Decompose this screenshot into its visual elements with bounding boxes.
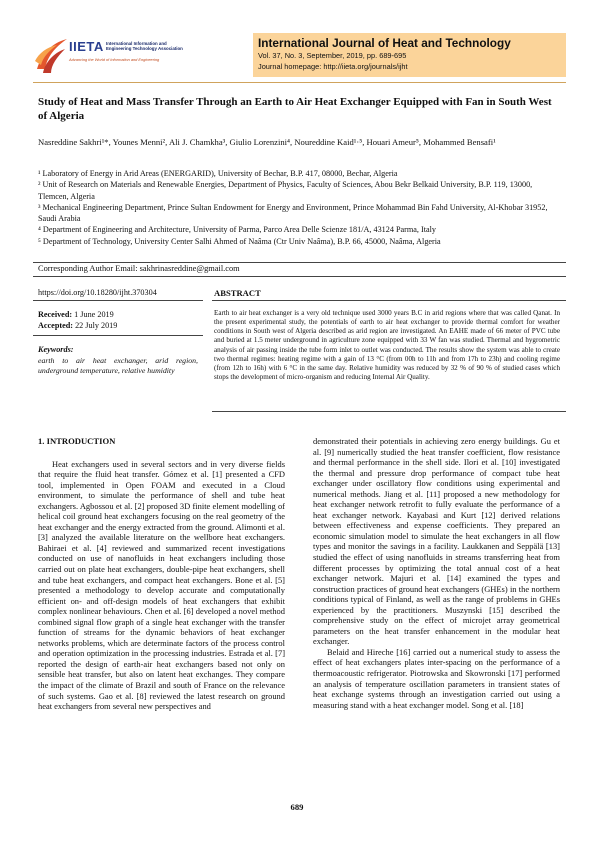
affiliation-item: ⁵ Department of Technology, University Center Salhi Ahmed of Naâma (Ctr Univ Naâma), B.P. 66, 45000, Naâma, Algeria [38, 236, 441, 246]
journal-header-box [253, 33, 566, 77]
accepted-label: Accepted: [38, 321, 74, 330]
logo-tagline: Advancing the World of Information and Engineering [69, 57, 160, 62]
publisher-logo [33, 33, 188, 77]
paper-title: Study of Heat and Mass Transfer Through an Earth to Air Heat Exchanger Equipped with Fan in South West of Algeria [38, 96, 552, 122]
section-heading-introduction: 1. INTRODUCTION [38, 436, 116, 446]
affiliation-item: ⁴ Department of Engineering and Architecture, University of Parma, Parco Area Delle Scienze 181/A, 43124 Parma, Italy [38, 225, 436, 235]
divider [33, 335, 203, 336]
journal-volume-info: Vol. 37, No. 3, September, 2019, pp. 689-695 [258, 51, 407, 60]
logo-organization-name: International Information and Engineering Technology Association [106, 41, 183, 52]
divider [33, 262, 566, 263]
affiliation-list [38, 168, 563, 247]
author-list: Nasreddine Sakhri¹*, Younes Menni², Ali J. Chamkha³, Giulio Lorenzini⁴, Noureddine Kaid¹·⁵, Houari Ameur⁵, Mohammed Bensafi¹ [38, 137, 496, 147]
page-number: 689 [290, 802, 304, 812]
divider [33, 300, 203, 301]
body-paragraph: Heat exchangers used in several sectors and in very diverse fields that require the fluid heat transfer. Gómez et al. [1] presented a CFD tool, implemented in Open FOAM and executed in a Cloud environment, to simulate the performance of shell and tube heat exchangers. Agbossou et al. [2] proposed 3D finite element modelling of helical coil ground heat exchangers focusing on the real geometry of the heat exchanger and the energy extracted from the ground. Alimonti et al. [3] analyzed the available literature on the wellbore heat exchangers. Bahiraei et al. [4] reviewed and summarized recent investigations conducted on use of nanofluids in heat exchangers including those carried out on plate heat exchangers, double-pipe heat exchangers, shell and tube heat exchangers, and compact heat exchangers. Bone et al. [5] presented a methodology to develop accurate and computationally efficient on- and off-design models of heat exchangers that exhibit complex nonlinear behaviours. Chen et al. [6] developed a novel method combined signal flow graph of a single heat exchanger with the transfer function of streams for the dynamic behaviors of heat exchanger networks problems, which are determinate factors of the process control and operation optimization in the processing industries. Estrada et al. [7] reported the design of earth-air heat exchangers based not only on sensible heat transfer, but also on latent heat exchanges. They compare the impact of the climate of Brazil and south of France on the relevance of such systems. Gao et al. [8] reviewed the latest research on ground heat exchangers from several new perspectives and [38, 458, 285, 712]
divider [212, 411, 566, 412]
divider [212, 300, 566, 301]
affiliation-item: ³ Mechanical Engineering Department, Prince Sultan Endowment for Energy and Environment, Prince Mohammad Bin Fahd University, Al-Khobar 31952, Saudi Arabia [38, 202, 548, 224]
abstract-heading: ABSTRACT [214, 288, 261, 298]
journal-homepage-link[interactable]: Journal homepage: http://iieta.org/journals/ijht [258, 62, 408, 71]
accepted-date [38, 321, 117, 330]
corresponding-author-email[interactable]: Corresponding Author Email: sakhrinasreddine@gmail.com [38, 264, 240, 273]
received-date [38, 310, 114, 319]
logo-wordmark: IIETA [69, 39, 104, 54]
received-value: 1 June 2019 [72, 310, 114, 319]
keywords-text: earth to air heat exchanger, arid region, underground temperature, relative humidity [38, 356, 198, 375]
journal-title: International Journal of Heat and Technology [258, 36, 511, 50]
iieta-swoosh-icon [33, 35, 69, 75]
received-label: Received: [38, 310, 73, 319]
affiliation-item: ¹ Laboratory of Energy in Arid Areas (ENERGARID), University of Bechar, B.P. 417, 08000, Bechar, Algeria [38, 169, 398, 178]
body-paragraph: demonstrated their potentials in achieving zero energy buildings. Gu et al. [9] numerically studied the heat transfer coefficient, flow resistance and thermal performance in the shell side. Ilori et al. [10] investigated the thermal and pressure drop performance of compact tube heat exchanger under oscillatory flow conditions using experimental and numerical methods. Jiang et al. [11] proposed a new methodology for heat exchanger network retrofit to fully evaluate the performance of a heat exchanger network. Kayabasi and Kurt [12] derived relations between effectiveness and expense coefficients. They prepared an economic simulation model to simulate the heat exchangers in all flow types and monitor the savings in a facility. Laukkanen and Seppälä [13] studied the effect of using nanofluids in streams transferring heat from different processes by optimizing the total annual cost of a heat exchanger network. Majuri et al. [14] examined the types and construction practices of ground heat exchangers (GHEs) in the northern conditions typical of Finland, as well as the range of problems in GHEs experienced by the practitioners. Muszynski [15] described the comprehensive study on the effect of microjet array geometrical parameters on the heat transfer enhancement in the modular heat exchanger. [313, 436, 560, 647]
keywords-heading: Keywords: [38, 345, 74, 354]
affiliation-item: ² Unit of Research on Materials and Renewable Energies, Department of Physics, Faculty of Sciences, Abou Bekr Belkaid University, B.P. 119, 13000, Tlemcen, Algeria [38, 180, 533, 201]
body-paragraph: Belaid and Hireche [16] carried out a numerical study to assess the effect of heat exchangers plates inter-spacing on the performance of a thermoacoustic refrigerator. Piotrowska and Skowronski [17] performed an analysis of temperature oscillation parameters in transient states of heat exchange systems through an investigation carried out using a measuring stand with a heat exchanger model. Song et al. [18] [313, 646, 560, 710]
abstract-text: Earth to air heat exchanger is a very old technique used 3000 years B.C in arid regions where that was called Qanat. In the present experimental study, the potentials of earth to air heat exchanger to provide thermal comfort for weather conditions in South west of Algeria described as arid region are investigated. An EAHE made of 66 meter of PVC tube and buried at 1.5 meter underground in agriculture zone equipped with 33 W fan was studied. Thermal and hygrometric analysis of air passing inside the tube form inlet to outlet was conducted. The results show the system was able to create two thermal regimes: heating regime with a gain of 13 °C (from 00h to 11h and from 17h to 23h) and cooling regime (from 12h to 16h) with 6 °C in the same day. Relative humidity was reduced by 32 % of 90 % of studied cases which stops the development of micro-organism and reducing Internal Air Quality. [214, 309, 560, 382]
divider [33, 276, 566, 277]
header-divider [33, 82, 566, 83]
body-column-right [313, 436, 560, 710]
body-column-left [38, 436, 285, 712]
doi-link[interactable]: https://doi.org/10.18280/ijht.370304 [38, 288, 157, 297]
accepted-value: 22 July 2019 [73, 321, 118, 330]
